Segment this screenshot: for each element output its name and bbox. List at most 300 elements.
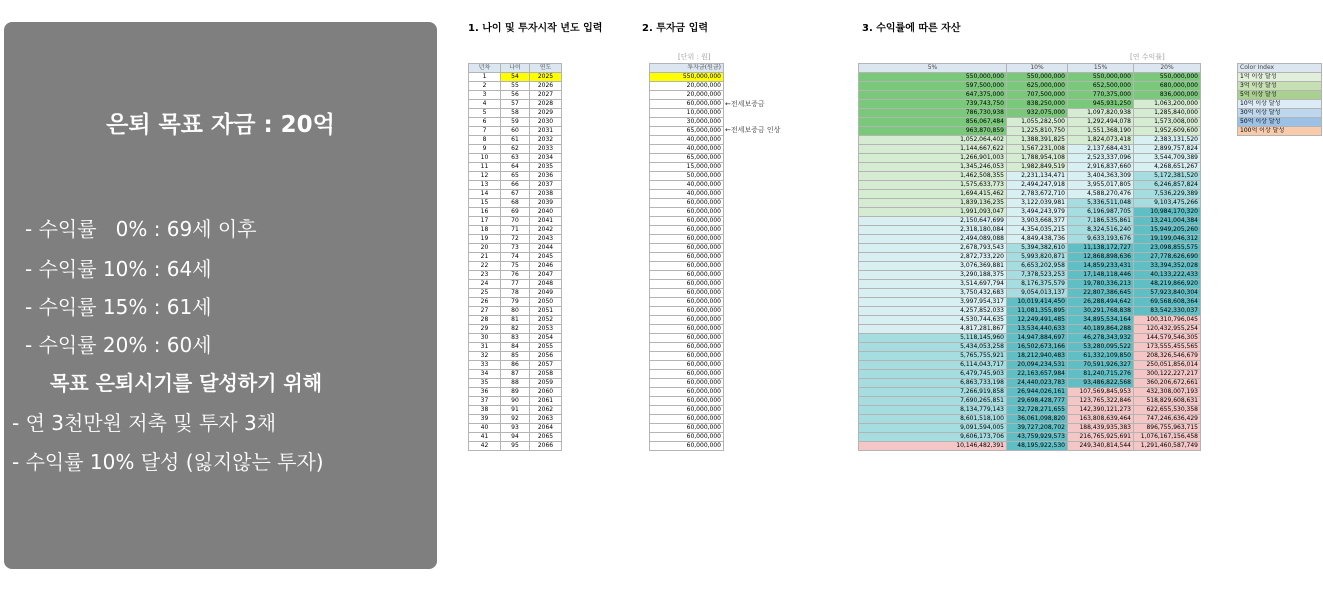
return-20-cell[interactable]: 15,949,205,260 — [1134, 226, 1201, 235]
investment-cell[interactable]: 60,000,000 — [650, 388, 724, 397]
age-cell[interactable]: 83 — [501, 334, 530, 343]
age-cell[interactable]: 89 — [501, 388, 530, 397]
calendar-year-cell[interactable]: 2048 — [530, 280, 562, 289]
year-cell[interactable]: 13 — [469, 181, 501, 190]
age-header[interactable]: 나이 — [501, 64, 530, 73]
year-cell[interactable]: 11 — [469, 163, 501, 172]
year-cell[interactable]: 42 — [469, 442, 501, 451]
age-cell[interactable]: 92 — [501, 415, 530, 424]
return-10-cell[interactable]: 43,759,929,573 — [1007, 433, 1068, 442]
investment-cell[interactable]: 60,000,000 — [650, 289, 724, 298]
calendar-year-cell[interactable]: 2031 — [530, 127, 562, 136]
age-cell[interactable]: 71 — [501, 226, 530, 235]
age-cell[interactable]: 73 — [501, 244, 530, 253]
return-15-cell[interactable]: 550,000,000 — [1068, 73, 1134, 82]
return-5-cell[interactable]: 2,318,180,084 — [859, 226, 1007, 235]
return-15-cell[interactable]: 188,439,935,383 — [1068, 424, 1134, 433]
age-cell[interactable]: 84 — [501, 343, 530, 352]
return-5-cell[interactable]: 4,257,852,033 — [859, 307, 1007, 316]
return-20-cell[interactable]: 680,000,000 — [1134, 82, 1201, 91]
return-10-cell[interactable]: 18,212,940,483 — [1007, 352, 1068, 361]
return-5-cell[interactable]: 1,991,093,047 — [859, 208, 1007, 217]
calendar-year-cell[interactable]: 2044 — [530, 244, 562, 253]
age-cell[interactable]: 78 — [501, 289, 530, 298]
return-15-cell[interactable]: 81,240,715,276 — [1068, 370, 1134, 379]
year-cell[interactable]: 1 — [469, 73, 501, 82]
return-5-cell[interactable]: 1,266,901,003 — [859, 154, 1007, 163]
calendar-year-cell[interactable]: 2045 — [530, 253, 562, 262]
return-15-cell[interactable]: 652,500,000 — [1068, 82, 1134, 91]
return-20-cell[interactable]: 550,000,000 — [1134, 73, 1201, 82]
year-cell[interactable]: 21 — [469, 253, 501, 262]
age-cell[interactable]: 90 — [501, 397, 530, 406]
return-20-cell[interactable]: 300,122,227,217 — [1134, 370, 1201, 379]
return-5-cell[interactable]: 5,118,145,960 — [859, 334, 1007, 343]
return-10-cell[interactable]: 26,944,026,161 — [1007, 388, 1068, 397]
return-5-cell[interactable]: 3,514,697,794 — [859, 280, 1007, 289]
return-20-cell[interactable]: 747,246,636,429 — [1134, 415, 1201, 424]
year-col-header[interactable]: 연도 — [530, 64, 562, 73]
year-cell[interactable]: 40 — [469, 424, 501, 433]
investment-cell[interactable]: 60,000,000 — [650, 424, 724, 433]
calendar-year-cell[interactable]: 2035 — [530, 163, 562, 172]
year-cell[interactable]: 28 — [469, 316, 501, 325]
return-15-cell[interactable]: 2,137,684,431 — [1068, 145, 1134, 154]
return-10-cell[interactable]: 1,788,954,108 — [1007, 154, 1068, 163]
return-5-cell[interactable]: 10,146,482,391 — [859, 442, 1007, 451]
return-15-cell[interactable]: 5,336,511,048 — [1068, 199, 1134, 208]
calendar-year-cell[interactable]: 2028 — [530, 100, 562, 109]
calendar-year-cell[interactable]: 2062 — [530, 406, 562, 415]
return-15-cell[interactable]: 19,780,336,213 — [1068, 280, 1134, 289]
return-20-cell[interactable]: 173,555,455,565 — [1134, 343, 1201, 352]
year-cell[interactable]: 4 — [469, 100, 501, 109]
return-20-cell[interactable]: 7,536,229,389 — [1134, 190, 1201, 199]
year-cell[interactable]: 7 — [469, 127, 501, 136]
return-15-cell[interactable]: 93,486,822,568 — [1068, 379, 1134, 388]
return-20-cell[interactable]: 9,103,475,266 — [1134, 199, 1201, 208]
calendar-year-cell[interactable]: 2052 — [530, 316, 562, 325]
return-5-cell[interactable]: 786,730,938 — [859, 109, 1007, 118]
return-15-cell[interactable]: 4,588,270,476 — [1068, 190, 1134, 199]
calendar-year-cell[interactable]: 2029 — [530, 109, 562, 118]
return-10-cell[interactable]: 7,378,523,253 — [1007, 271, 1068, 280]
return-10-cell[interactable]: 14,947,884,697 — [1007, 334, 1068, 343]
return-5-cell[interactable]: 7,266,919,858 — [859, 388, 1007, 397]
calendar-year-cell[interactable]: 2051 — [530, 307, 562, 316]
return-20-cell[interactable]: 120,432,955,254 — [1134, 325, 1201, 334]
age-cell[interactable]: 86 — [501, 361, 530, 370]
year-cell[interactable]: 39 — [469, 415, 501, 424]
return-5-cell[interactable]: 2,150,647,699 — [859, 217, 1007, 226]
age-cell[interactable]: 65 — [501, 172, 530, 181]
return-10-cell[interactable]: 625,000,000 — [1007, 82, 1068, 91]
return-20-cell[interactable]: 23,098,855,575 — [1134, 244, 1201, 253]
return-5-cell[interactable]: 3,997,954,317 — [859, 298, 1007, 307]
investment-cell[interactable]: 60,000,000 — [650, 298, 724, 307]
return-15-cell[interactable]: 14,859,233,431 — [1068, 262, 1134, 271]
return-20-cell[interactable]: 27,778,626,690 — [1134, 253, 1201, 262]
age-cell[interactable]: 60 — [501, 127, 530, 136]
return-15-cell[interactable]: 12,868,898,636 — [1068, 253, 1134, 262]
return-10-cell[interactable]: 1,388,391,825 — [1007, 136, 1068, 145]
year-cell[interactable]: 25 — [469, 289, 501, 298]
calendar-year-cell[interactable]: 2066 — [530, 442, 562, 451]
return-10-cell[interactable]: 5,993,820,871 — [1007, 253, 1068, 262]
return-5-cell[interactable]: 963,870,859 — [859, 127, 1007, 136]
return-15-cell[interactable]: 1,824,073,418 — [1068, 136, 1134, 145]
return-5-cell[interactable]: 856,067,484 — [859, 118, 1007, 127]
return-20-cell[interactable]: 48,219,866,920 — [1134, 280, 1201, 289]
return-20-cell[interactable]: 1,952,609,600 — [1134, 127, 1201, 136]
return-5-cell[interactable]: 8,601,518,100 — [859, 415, 1007, 424]
return-10-cell[interactable]: 1,225,810,750 — [1007, 127, 1068, 136]
age-cell[interactable]: 79 — [501, 298, 530, 307]
return-15-cell[interactable]: 34,895,534,164 — [1068, 316, 1134, 325]
calendar-year-cell[interactable]: 2060 — [530, 388, 562, 397]
year-cell[interactable]: 26 — [469, 298, 501, 307]
investment-cell[interactable]: 60,000,000 — [650, 406, 724, 415]
return-10-cell[interactable]: 29,698,428,777 — [1007, 397, 1068, 406]
color-index-item[interactable]: 10억 이상 달성 — [1238, 100, 1322, 109]
return-10-cell[interactable]: 1,567,231,008 — [1007, 145, 1068, 154]
return-20-cell[interactable]: 1,285,840,000 — [1134, 109, 1201, 118]
year-cell[interactable]: 22 — [469, 262, 501, 271]
return-20-cell[interactable]: 1,076,167,156,458 — [1134, 433, 1201, 442]
year-cell[interactable]: 41 — [469, 433, 501, 442]
calendar-year-cell[interactable]: 2027 — [530, 91, 562, 100]
return-15-cell[interactable]: 40,189,864,288 — [1068, 325, 1134, 334]
age-cell[interactable]: 88 — [501, 379, 530, 388]
age-cell[interactable]: 63 — [501, 154, 530, 163]
year-cell[interactable]: 35 — [469, 379, 501, 388]
return-10-cell[interactable]: 1,055,282,500 — [1007, 118, 1068, 127]
color-index-item[interactable]: 50억 이상 달성 — [1238, 118, 1322, 127]
return-15-cell[interactable]: 1,551,368,190 — [1068, 127, 1134, 136]
year-cell[interactable]: 6 — [469, 118, 501, 127]
color-index-item[interactable]: 5억 이상 달성 — [1238, 91, 1322, 100]
calendar-year-cell[interactable]: 2036 — [530, 172, 562, 181]
return-5-cell[interactable]: 1,462,508,355 — [859, 172, 1007, 181]
year-cell[interactable]: 38 — [469, 406, 501, 415]
year-cell[interactable]: 5 — [469, 109, 501, 118]
investment-cell[interactable]: 20,000,000 — [650, 91, 724, 100]
return-5-cell[interactable]: 9,606,173,706 — [859, 433, 1007, 442]
calendar-year-cell[interactable]: 2046 — [530, 262, 562, 271]
return-15-cell[interactable]: 26,288,494,642 — [1068, 298, 1134, 307]
investment-cell[interactable]: 40,000,000 — [650, 190, 724, 199]
return-5-cell[interactable]: 1,345,246,053 — [859, 163, 1007, 172]
investment-cell[interactable]: 60,000,000 — [650, 442, 724, 451]
return-10-cell[interactable]: 39,727,208,702 — [1007, 424, 1068, 433]
investment-cell[interactable]: 60,000,000 — [650, 343, 724, 352]
year-cell[interactable]: 10 — [469, 154, 501, 163]
return-15-cell[interactable]: 17,148,118,446 — [1068, 271, 1134, 280]
age-cell[interactable]: 54 — [501, 73, 530, 82]
calendar-year-cell[interactable]: 2025 — [530, 73, 562, 82]
return-10-cell[interactable]: 932,075,000 — [1007, 109, 1068, 118]
return-20-cell[interactable]: 144,579,546,305 — [1134, 334, 1201, 343]
age-cell[interactable]: 93 — [501, 424, 530, 433]
calendar-year-cell[interactable]: 2033 — [530, 145, 562, 154]
age-cell[interactable]: 56 — [501, 91, 530, 100]
return-15-cell[interactable]: 216,765,925,691 — [1068, 433, 1134, 442]
return-20-cell[interactable]: 360,206,672,661 — [1134, 379, 1201, 388]
return-10-cell[interactable]: 3,494,243,979 — [1007, 208, 1068, 217]
return-10-cell[interactable]: 707,500,000 — [1007, 91, 1068, 100]
investment-cell[interactable]: 10,000,000 — [650, 109, 724, 118]
return-20-cell[interactable]: 1,063,200,000 — [1134, 100, 1201, 109]
color-index-item[interactable]: 100억 이상 달성 — [1238, 127, 1322, 136]
return-15-cell[interactable]: 9,633,193,676 — [1068, 235, 1134, 244]
return-5-cell[interactable]: 647,375,000 — [859, 91, 1007, 100]
color-index-item[interactable]: 30억 이상 달성 — [1238, 109, 1322, 118]
year-cell[interactable]: 31 — [469, 343, 501, 352]
calendar-year-cell[interactable]: 2049 — [530, 289, 562, 298]
calendar-year-cell[interactable]: 2065 — [530, 433, 562, 442]
return-15-cell[interactable]: 53,280,095,522 — [1068, 343, 1134, 352]
investment-cell[interactable]: 60,000,000 — [650, 334, 724, 343]
return-20-cell[interactable]: 40,133,222,433 — [1134, 271, 1201, 280]
calendar-year-cell[interactable]: 2050 — [530, 298, 562, 307]
investment-cell[interactable]: 60,000,000 — [650, 361, 724, 370]
age-cell[interactable]: 57 — [501, 100, 530, 109]
calendar-year-cell[interactable]: 2030 — [530, 118, 562, 127]
year-cell[interactable]: 29 — [469, 325, 501, 334]
return-10-cell[interactable]: 2,494,247,918 — [1007, 181, 1068, 190]
return-5-cell[interactable]: 9,091,594,005 — [859, 424, 1007, 433]
return-15-cell[interactable]: 1,097,820,938 — [1068, 109, 1134, 118]
investment-cell[interactable]: 60,000,000 — [650, 100, 724, 109]
return-20-cell[interactable]: 5,172,381,520 — [1134, 172, 1201, 181]
calendar-year-cell[interactable]: 2058 — [530, 370, 562, 379]
investment-cell[interactable]: 65,000,000 — [650, 154, 724, 163]
return-10-cell[interactable]: 2,783,672,710 — [1007, 190, 1068, 199]
return-10-cell[interactable]: 12,249,491,485 — [1007, 316, 1068, 325]
age-cell[interactable]: 70 — [501, 217, 530, 226]
investment-cell[interactable]: 60,000,000 — [650, 325, 724, 334]
year-cell[interactable]: 27 — [469, 307, 501, 316]
return-20-cell[interactable]: 250,051,856,014 — [1134, 361, 1201, 370]
return-5-cell[interactable]: 8,134,779,143 — [859, 406, 1007, 415]
investment-cell[interactable]: 50,000,000 — [650, 172, 724, 181]
year-cell[interactable]: 8 — [469, 136, 501, 145]
return-20-cell[interactable]: 33,394,352,028 — [1134, 262, 1201, 271]
return-10-cell[interactable]: 4,849,438,736 — [1007, 235, 1068, 244]
return-20-cell[interactable]: 432,308,007,193 — [1134, 388, 1201, 397]
investment-cell[interactable]: 60,000,000 — [650, 397, 724, 406]
return-20-cell[interactable]: 622,655,530,358 — [1134, 406, 1201, 415]
return-10-cell[interactable]: 2,231,134,471 — [1007, 172, 1068, 181]
return-10-cell[interactable]: 3,903,668,377 — [1007, 217, 1068, 226]
year-cell[interactable]: 36 — [469, 388, 501, 397]
calendar-year-cell[interactable]: 2042 — [530, 226, 562, 235]
return-15-cell[interactable]: 70,591,926,327 — [1068, 361, 1134, 370]
age-cell[interactable]: 95 — [501, 442, 530, 451]
age-cell[interactable]: 64 — [501, 163, 530, 172]
return-15-cell[interactable]: 123,765,322,846 — [1068, 397, 1134, 406]
return-10-cell[interactable]: 22,163,657,984 — [1007, 370, 1068, 379]
investment-cell[interactable]: 60,000,000 — [650, 379, 724, 388]
return-5-header[interactable]: 5% — [859, 64, 1007, 73]
return-15-cell[interactable]: 30,291,768,838 — [1068, 307, 1134, 316]
age-cell[interactable]: 69 — [501, 208, 530, 217]
year-cell[interactable]: 20 — [469, 244, 501, 253]
return-5-cell[interactable]: 1,575,633,773 — [859, 181, 1007, 190]
return-20-cell[interactable]: 6,246,857,824 — [1134, 181, 1201, 190]
return-20-cell[interactable]: 57,923,840,304 — [1134, 289, 1201, 298]
return-15-cell[interactable]: 249,340,814,544 — [1068, 442, 1134, 451]
age-cell[interactable]: 72 — [501, 235, 530, 244]
age-cell[interactable]: 59 — [501, 118, 530, 127]
return-10-cell[interactable]: 11,081,355,895 — [1007, 307, 1068, 316]
age-cell[interactable]: 55 — [501, 82, 530, 91]
year-cell[interactable]: 23 — [469, 271, 501, 280]
age-cell[interactable]: 75 — [501, 262, 530, 271]
return-10-cell[interactable]: 550,000,000 — [1007, 73, 1068, 82]
return-15-cell[interactable]: 107,569,845,953 — [1068, 388, 1134, 397]
investment-cell[interactable]: 60,000,000 — [650, 280, 724, 289]
return-5-cell[interactable]: 597,500,000 — [859, 82, 1007, 91]
investment-cell[interactable]: 60,000,000 — [650, 307, 724, 316]
return-5-cell[interactable]: 1,052,064,402 — [859, 136, 1007, 145]
calendar-year-cell[interactable]: 2063 — [530, 415, 562, 424]
calendar-year-cell[interactable]: 2064 — [530, 424, 562, 433]
return-20-cell[interactable]: 2,899,757,824 — [1134, 145, 1201, 154]
return-20-cell[interactable]: 518,829,608,631 — [1134, 397, 1201, 406]
age-cell[interactable]: 67 — [501, 190, 530, 199]
investment-cell[interactable]: 60,000,000 — [650, 244, 724, 253]
calendar-year-cell[interactable]: 2037 — [530, 181, 562, 190]
return-15-cell[interactable]: 46,278,343,932 — [1068, 334, 1134, 343]
return-20-cell[interactable]: 836,000,000 — [1134, 91, 1201, 100]
calendar-year-cell[interactable]: 2032 — [530, 136, 562, 145]
return-15-cell[interactable]: 2,916,837,660 — [1068, 163, 1134, 172]
calendar-year-cell[interactable]: 2053 — [530, 325, 562, 334]
return-5-cell[interactable]: 5,765,755,921 — [859, 352, 1007, 361]
return-5-cell[interactable]: 2,678,793,543 — [859, 244, 1007, 253]
return-5-cell[interactable]: 4,817,281,867 — [859, 325, 1007, 334]
return-10-cell[interactable]: 16,502,673,166 — [1007, 343, 1068, 352]
return-15-cell[interactable]: 2,523,337,096 — [1068, 154, 1134, 163]
age-cell[interactable]: 68 — [501, 199, 530, 208]
color-index-header[interactable]: Color Index — [1238, 64, 1322, 73]
investment-cell[interactable]: 60,000,000 — [650, 316, 724, 325]
return-10-cell[interactable]: 4,354,035,215 — [1007, 226, 1068, 235]
year-cell[interactable]: 18 — [469, 226, 501, 235]
return-20-cell[interactable]: 1,573,008,000 — [1134, 118, 1201, 127]
return-20-cell[interactable]: 3,544,709,389 — [1134, 154, 1201, 163]
return-15-cell[interactable]: 3,404,363,309 — [1068, 172, 1134, 181]
return-5-cell[interactable]: 6,863,733,198 — [859, 379, 1007, 388]
calendar-year-cell[interactable]: 2047 — [530, 271, 562, 280]
year-cell[interactable]: 34 — [469, 370, 501, 379]
year-cell[interactable]: 2 — [469, 82, 501, 91]
return-20-cell[interactable]: 2,383,131,520 — [1134, 136, 1201, 145]
age-cell[interactable]: 80 — [501, 307, 530, 316]
age-cell[interactable]: 82 — [501, 325, 530, 334]
investment-cell[interactable]: 60,000,000 — [650, 217, 724, 226]
calendar-year-cell[interactable]: 2061 — [530, 397, 562, 406]
return-15-cell[interactable]: 22,807,386,645 — [1068, 289, 1134, 298]
calendar-year-cell[interactable]: 2043 — [530, 235, 562, 244]
year-cell[interactable]: 32 — [469, 352, 501, 361]
return-15-cell[interactable]: 1,292,494,078 — [1068, 118, 1134, 127]
return-10-cell[interactable]: 9,054,013,137 — [1007, 289, 1068, 298]
calendar-year-cell[interactable]: 2038 — [530, 190, 562, 199]
return-15-cell[interactable]: 6,196,987,705 — [1068, 208, 1134, 217]
return-20-cell[interactable]: 13,241,004,384 — [1134, 217, 1201, 226]
return-5-cell[interactable]: 6,114,043,717 — [859, 361, 1007, 370]
calendar-year-cell[interactable]: 2039 — [530, 199, 562, 208]
return-5-cell[interactable]: 2,872,733,220 — [859, 253, 1007, 262]
investment-cell[interactable]: 30,000,000 — [650, 118, 724, 127]
return-20-cell[interactable]: 100,310,796,045 — [1134, 316, 1201, 325]
return-10-header[interactable]: 10% — [1007, 64, 1068, 73]
return-20-cell[interactable]: 208,326,546,679 — [1134, 352, 1201, 361]
investment-cell[interactable]: 40,000,000 — [650, 145, 724, 154]
year-cell[interactable]: 30 — [469, 334, 501, 343]
investment-cell[interactable]: 60,000,000 — [650, 352, 724, 361]
year-cell[interactable]: 15 — [469, 199, 501, 208]
return-5-cell[interactable]: 3,290,188,375 — [859, 271, 1007, 280]
return-5-cell[interactable]: 3,076,369,881 — [859, 262, 1007, 271]
investment-cell[interactable]: 60,000,000 — [650, 226, 724, 235]
calendar-year-cell[interactable]: 2056 — [530, 352, 562, 361]
year-cell[interactable]: 19 — [469, 235, 501, 244]
year-cell[interactable]: 12 — [469, 172, 501, 181]
year-cell[interactable]: 24 — [469, 280, 501, 289]
investment-cell[interactable]: 60,000,000 — [650, 199, 724, 208]
return-5-cell[interactable]: 1,144,667,622 — [859, 145, 1007, 154]
calendar-year-cell[interactable]: 2041 — [530, 217, 562, 226]
year-cell[interactable]: 17 — [469, 217, 501, 226]
return-20-cell[interactable]: 4,268,651,267 — [1134, 163, 1201, 172]
investment-cell[interactable]: 60,000,000 — [650, 433, 724, 442]
color-index-item[interactable]: 3억 이상 달성 — [1238, 82, 1322, 91]
return-15-cell[interactable]: 7,186,535,861 — [1068, 217, 1134, 226]
return-10-cell[interactable]: 8,176,375,579 — [1007, 280, 1068, 289]
age-cell[interactable]: 62 — [501, 145, 530, 154]
return-5-cell[interactable]: 4,530,744,635 — [859, 316, 1007, 325]
return-10-cell[interactable]: 20,094,234,531 — [1007, 361, 1068, 370]
return-10-cell[interactable]: 6,653,202,958 — [1007, 262, 1068, 271]
age-cell[interactable]: 58 — [501, 109, 530, 118]
return-5-cell[interactable]: 7,690,265,851 — [859, 397, 1007, 406]
return-15-cell[interactable]: 11,138,172,727 — [1068, 244, 1134, 253]
return-10-cell[interactable]: 13,534,440,633 — [1007, 325, 1068, 334]
age-cell[interactable]: 87 — [501, 370, 530, 379]
return-15-cell[interactable]: 3,955,017,805 — [1068, 181, 1134, 190]
investment-cell[interactable]: 60,000,000 — [650, 262, 724, 271]
return-10-cell[interactable]: 1,982,849,519 — [1007, 163, 1068, 172]
investment-cell[interactable]: 60,000,000 — [650, 370, 724, 379]
return-15-cell[interactable]: 8,324,516,240 — [1068, 226, 1134, 235]
return-10-cell[interactable]: 3,122,039,981 — [1007, 199, 1068, 208]
calendar-year-cell[interactable]: 2034 — [530, 154, 562, 163]
return-5-cell[interactable]: 550,000,000 — [859, 73, 1007, 82]
age-cell[interactable]: 74 — [501, 253, 530, 262]
calendar-year-cell[interactable]: 2055 — [530, 343, 562, 352]
return-20-cell[interactable]: 10,984,170,320 — [1134, 208, 1201, 217]
year-cell[interactable]: 33 — [469, 361, 501, 370]
color-index-item[interactable]: 1억 이상 달성 — [1238, 73, 1322, 82]
investment-cell[interactable]: 40,000,000 — [650, 136, 724, 145]
return-15-cell[interactable]: 61,332,109,850 — [1068, 352, 1134, 361]
return-5-cell[interactable]: 1,839,136,235 — [859, 199, 1007, 208]
age-cell[interactable]: 91 — [501, 406, 530, 415]
return-20-cell[interactable]: 896,755,963,715 — [1134, 424, 1201, 433]
